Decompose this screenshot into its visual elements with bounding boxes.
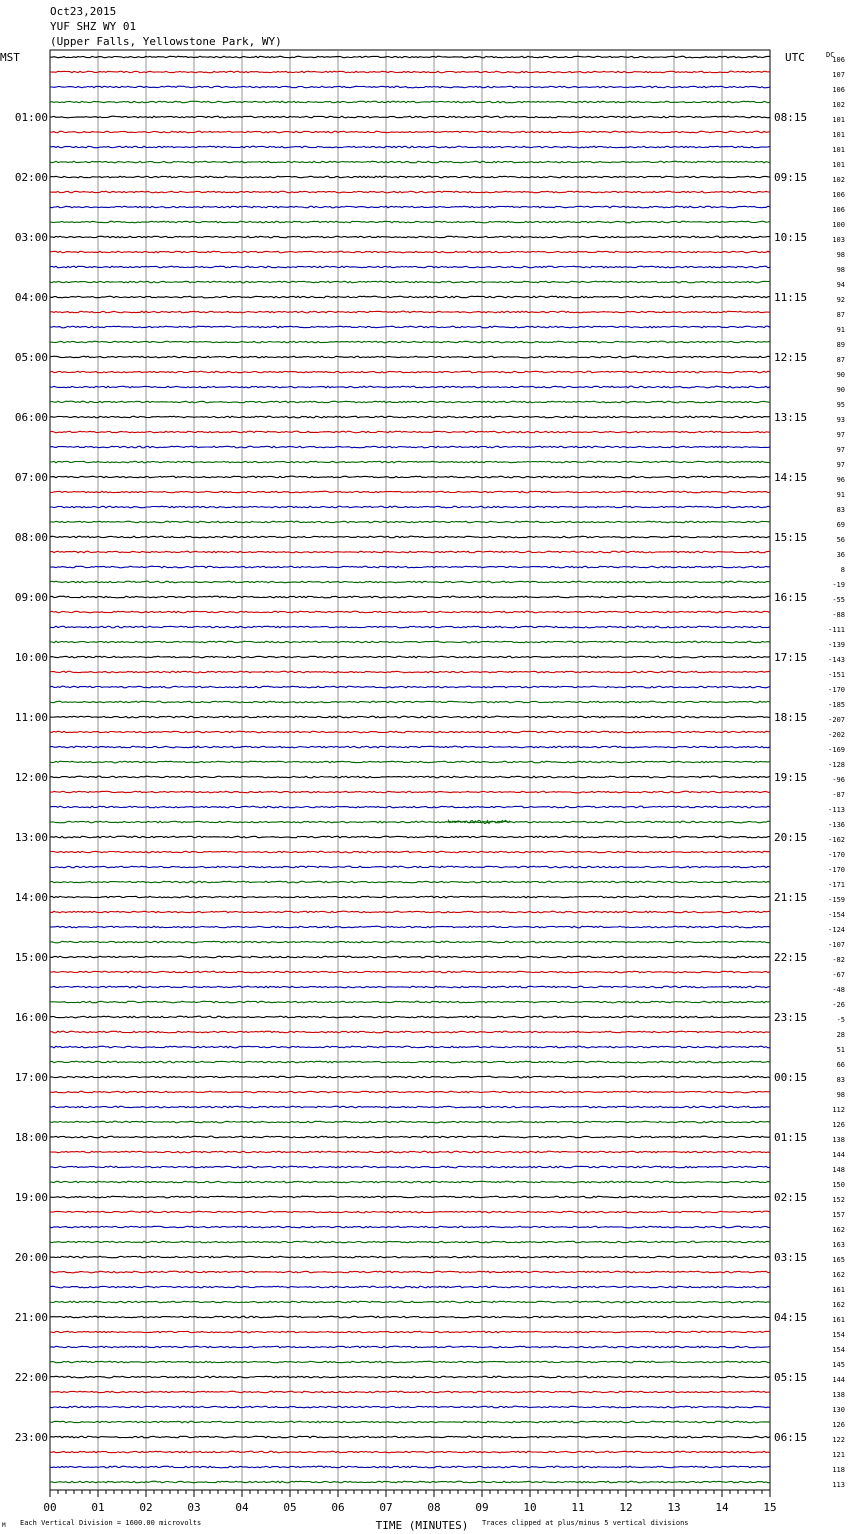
dc-offset-label: 98 <box>836 251 845 259</box>
dc-offset-label: 83 <box>836 506 845 514</box>
dc-offset-label: 101 <box>832 146 845 154</box>
trace-row <box>50 101 770 103</box>
trace-row <box>50 341 770 343</box>
trace-row <box>50 1361 770 1363</box>
trace-row <box>50 896 770 898</box>
trace-row <box>50 731 770 733</box>
trace-row <box>50 116 770 118</box>
dc-offset-label: 106 <box>832 56 845 64</box>
trace-row <box>50 1181 770 1183</box>
dc-offset-label: 69 <box>836 521 845 529</box>
hour-label-left: 12:00 <box>14 771 48 784</box>
dc-offset-label: -87 <box>832 791 845 799</box>
hour-label-left: 17:00 <box>14 1071 48 1084</box>
trace-row <box>50 1316 770 1318</box>
dc-offset-label: 90 <box>836 386 845 394</box>
dc-offset-label: 28 <box>836 1031 845 1039</box>
hour-label-right: 22:15 <box>774 951 808 964</box>
trace-row <box>50 1241 770 1243</box>
dc-offset-label: 101 <box>832 116 845 124</box>
dc-offset-label: 106 <box>832 206 845 214</box>
dc-offset-label: 87 <box>836 356 845 364</box>
dc-offset-label: -170 <box>828 686 845 694</box>
trace-row <box>50 1166 770 1168</box>
hour-label-right: 06:15 <box>774 1431 808 1444</box>
trace-row <box>50 1451 770 1453</box>
dc-offset-label: 91 <box>836 326 845 334</box>
hour-label-left: 23:00 <box>14 1431 48 1444</box>
hour-label-left: 18:00 <box>14 1131 48 1144</box>
trace-row <box>50 971 770 973</box>
trace-row <box>50 1331 770 1333</box>
hour-label-right: 13:15 <box>774 411 808 424</box>
hour-label-right: 19:15 <box>774 771 808 784</box>
dc-offset-label: 113 <box>832 1481 845 1489</box>
dc-offset-label: -26 <box>832 1001 845 1009</box>
trace-row <box>50 1256 770 1258</box>
trace-row <box>50 1091 770 1093</box>
trace-row <box>50 356 770 358</box>
trace-row <box>50 1301 770 1303</box>
trace-row <box>50 146 770 148</box>
trace-row <box>50 776 770 778</box>
dc-offset-label: -55 <box>832 596 845 604</box>
trace-row <box>50 191 770 193</box>
dc-offset-label: 126 <box>832 1121 845 1129</box>
dc-offset-label: -171 <box>828 881 845 889</box>
hour-label-left: 04:00 <box>14 291 48 304</box>
trace-row <box>50 176 770 178</box>
dc-offset-label: -139 <box>828 641 845 649</box>
dc-offset-label: -169 <box>828 746 845 754</box>
trace-row <box>50 536 770 538</box>
trace-row <box>50 1016 770 1018</box>
trace-row <box>50 1031 770 1033</box>
dc-offset-label: 144 <box>832 1376 845 1384</box>
dc-offset-label: 163 <box>832 1241 845 1249</box>
dc-offset-label: 162 <box>832 1271 845 1279</box>
x-tick-label: 14 <box>715 1501 729 1514</box>
trace-row <box>50 1106 770 1108</box>
trace-row <box>50 461 770 463</box>
hour-label-left: 13:00 <box>14 831 48 844</box>
trace-row <box>50 416 770 418</box>
x-tick-label: 09 <box>475 1501 489 1514</box>
footer-clip-note: Traces clipped at plus/minus 5 vertical divisions <box>482 1519 689 1527</box>
trace-row <box>50 521 770 523</box>
hour-label-right: 16:15 <box>774 591 808 604</box>
hour-label-left: 09:00 <box>14 591 48 604</box>
dc-offset-label: 83 <box>836 1076 845 1084</box>
trace-row <box>50 71 770 73</box>
hour-label-left: 03:00 <box>14 231 48 244</box>
trace-row <box>50 371 770 373</box>
trace-row <box>50 1211 770 1213</box>
dc-offset-label: 148 <box>832 1166 845 1174</box>
x-tick-label: 07 <box>379 1501 393 1514</box>
trace-row <box>50 656 770 658</box>
hour-label-left: 22:00 <box>14 1371 48 1384</box>
dc-offset-label: -124 <box>828 926 845 934</box>
dc-offset-label: -107 <box>828 941 845 949</box>
trace-row <box>50 1436 770 1438</box>
dc-offset-label: 98 <box>836 1091 845 1099</box>
hour-label-right: 03:15 <box>774 1251 808 1264</box>
hour-label-right: 12:15 <box>774 351 808 364</box>
trace-row <box>50 626 770 628</box>
x-tick-label: 06 <box>331 1501 345 1514</box>
trace-row <box>50 671 770 673</box>
hour-label-left: 16:00 <box>14 1011 48 1024</box>
trace-row <box>50 581 770 583</box>
trace-row <box>50 1151 770 1153</box>
x-tick-label: 15 <box>763 1501 777 1514</box>
dc-offset-label: 94 <box>836 281 845 289</box>
dc-offset-label: -143 <box>828 656 845 664</box>
hour-label-right: 01:15 <box>774 1131 808 1144</box>
trace-row <box>50 251 770 253</box>
trace-row <box>50 506 770 508</box>
footer-mark: M <box>2 1522 6 1529</box>
dc-offset-label: 89 <box>836 341 845 349</box>
trace-row <box>50 131 770 133</box>
hour-label-left: 20:00 <box>14 1251 48 1264</box>
trace-row <box>50 281 770 283</box>
dc-offset-label: 87 <box>836 311 845 319</box>
dc-offset-label: -111 <box>828 626 845 634</box>
x-tick-label: 04 <box>235 1501 249 1514</box>
dc-offset-label: 107 <box>832 71 845 79</box>
x-tick-label: 11 <box>571 1501 585 1514</box>
trace-row <box>50 761 770 763</box>
dc-offset-label: 106 <box>832 86 845 94</box>
x-tick-label: 08 <box>427 1501 441 1514</box>
dc-offset-label: -202 <box>828 731 845 739</box>
dc-offset-label: 96 <box>836 476 845 484</box>
trace-row <box>50 791 770 793</box>
trace-row <box>50 866 770 868</box>
dc-offset-label: 102 <box>832 101 845 109</box>
trace-row <box>50 611 770 613</box>
dc-offset-label: 66 <box>836 1061 845 1069</box>
hour-label-left: 08:00 <box>14 531 48 544</box>
dc-offset-label: 36 <box>836 551 845 559</box>
footer-scale-note: Each Vertical Division = 1600.00 microvolts <box>20 1519 202 1527</box>
dc-offset-label: 152 <box>832 1196 845 1204</box>
hour-label-right: 08:15 <box>774 111 808 124</box>
trace-row <box>50 911 770 913</box>
trace-row <box>50 836 770 838</box>
chart-location: (Upper Falls, Yellowstone Park, WY) <box>50 35 282 48</box>
dc-offset-label: 92 <box>836 296 845 304</box>
dc-offset-label: 154 <box>832 1331 845 1339</box>
dc-offset-label: 102 <box>832 176 845 184</box>
dc-offset-label: 101 <box>832 161 845 169</box>
trace-row <box>50 221 770 223</box>
hour-label-right: 04:15 <box>774 1311 808 1324</box>
hour-label-left: 15:00 <box>14 951 48 964</box>
trace-row <box>50 326 770 328</box>
trace-row <box>50 1136 770 1138</box>
left-timezone-label: MST <box>0 51 20 64</box>
trace-row <box>50 311 770 313</box>
dc-offset-label: 145 <box>832 1361 845 1369</box>
hour-label-right: 09:15 <box>774 171 808 184</box>
dc-offset-label: 8 <box>840 566 845 574</box>
dc-offset-label: 97 <box>836 446 845 454</box>
dc-offset-label: -154 <box>828 911 845 919</box>
trace-row <box>50 926 770 928</box>
trace-row <box>50 1076 770 1078</box>
trace-row <box>50 1061 770 1063</box>
dc-offset-label: 56 <box>836 536 845 544</box>
trace-row <box>50 1376 770 1378</box>
dc-offset-label: 100 <box>832 221 845 229</box>
trace-row <box>50 941 770 943</box>
dc-offset-label: 144 <box>832 1151 845 1159</box>
dc-offset-label: 97 <box>836 461 845 469</box>
hour-label-left: 05:00 <box>14 351 48 364</box>
dc-offset-label: 118 <box>832 1466 845 1474</box>
trace-row <box>50 806 770 808</box>
hour-label-left: 07:00 <box>14 471 48 484</box>
x-tick-label: 12 <box>619 1501 633 1514</box>
trace-row <box>50 1391 770 1393</box>
trace-row <box>50 1286 770 1288</box>
x-tick-label: 00 <box>43 1501 57 1514</box>
dc-offset-label: 121 <box>832 1451 845 1459</box>
trace-row <box>50 491 770 493</box>
dc-offset-label: 162 <box>832 1301 845 1309</box>
hour-label-right: 00:15 <box>774 1071 808 1084</box>
trace-row <box>50 1421 770 1423</box>
x-tick-label: 10 <box>523 1501 537 1514</box>
trace-row <box>50 881 770 883</box>
x-tick-label: 03 <box>187 1501 201 1514</box>
dc-offset-label: 161 <box>832 1286 845 1294</box>
trace-row <box>50 1196 770 1198</box>
hour-label-right: 21:15 <box>774 891 808 904</box>
trace-row <box>50 1046 770 1048</box>
dc-offset-label: -82 <box>832 956 845 964</box>
hour-label-left: 10:00 <box>14 651 48 664</box>
hour-label-right: 10:15 <box>774 231 808 244</box>
trace-row <box>50 1466 770 1468</box>
trace-row <box>50 206 770 208</box>
trace-row <box>50 716 770 718</box>
hour-label-right: 23:15 <box>774 1011 808 1024</box>
dc-offset-label: 90 <box>836 371 845 379</box>
trace-row <box>50 1406 770 1408</box>
x-tick-label: 02 <box>139 1501 153 1514</box>
dc-offset-label: 112 <box>832 1106 845 1114</box>
dc-offset-label: 95 <box>836 401 845 409</box>
dc-offset-label: 130 <box>832 1406 845 1414</box>
dc-offset-label: 154 <box>832 1346 845 1354</box>
trace-row <box>50 431 770 433</box>
hour-label-right: 05:15 <box>774 1371 808 1384</box>
hour-label-right: 17:15 <box>774 651 808 664</box>
hour-label-left: 02:00 <box>14 171 48 184</box>
trace-row <box>50 386 770 388</box>
plot-frame <box>50 50 770 1490</box>
dc-offset-label: 101 <box>832 131 845 139</box>
trace-row <box>50 86 770 88</box>
trace-row <box>50 746 770 748</box>
trace-row <box>50 986 770 988</box>
trace-row <box>50 1346 770 1348</box>
dc-offset-label: -96 <box>832 776 845 784</box>
dc-offset-label: 157 <box>832 1211 845 1219</box>
dc-offset-label: -19 <box>832 581 845 589</box>
dc-offset-label: 51 <box>836 1046 845 1054</box>
right-timezone-label: UTC <box>785 51 805 64</box>
trace-row <box>50 821 770 823</box>
dc-offset-label: 106 <box>832 191 845 199</box>
trace-row <box>50 1001 770 1003</box>
hour-label-left: 06:00 <box>14 411 48 424</box>
hour-label-left: 19:00 <box>14 1191 48 1204</box>
trace-row <box>50 1121 770 1123</box>
dc-offset-label: 162 <box>832 1226 845 1234</box>
dc-offset-label: 98 <box>836 266 845 274</box>
dc-offset-label: -128 <box>828 761 845 769</box>
dc-offset-label: 150 <box>832 1181 845 1189</box>
dc-offset-label: 138 <box>832 1391 845 1399</box>
dc-offset-label: -170 <box>828 866 845 874</box>
trace-row <box>50 56 770 58</box>
hour-label-left: 01:00 <box>14 111 48 124</box>
dc-offset-label: -185 <box>828 701 845 709</box>
dc-offset-label: -136 <box>828 821 845 829</box>
hour-label-right: 02:15 <box>774 1191 808 1204</box>
hour-label-right: 15:15 <box>774 531 808 544</box>
dc-offset-label: -113 <box>828 806 845 814</box>
x-tick-label: 13 <box>667 1501 681 1514</box>
dc-offset-label: -159 <box>828 896 845 904</box>
hour-label-left: 11:00 <box>14 711 48 724</box>
hour-label-left: 21:00 <box>14 1311 48 1324</box>
x-axis-label: TIME (MINUTES) <box>375 1519 469 1532</box>
trace-row <box>50 1481 770 1483</box>
dc-offset-label: 138 <box>832 1136 845 1144</box>
trace-row <box>50 161 770 163</box>
trace-row <box>50 701 770 703</box>
dc-offset-label: -162 <box>828 836 845 844</box>
dc-offset-label: -151 <box>828 671 845 679</box>
dc-offset-label: 165 <box>832 1256 845 1264</box>
trace-row <box>50 476 770 478</box>
dc-offset-label: 161 <box>832 1316 845 1324</box>
trace-row <box>50 1226 770 1228</box>
trace-row <box>50 401 770 403</box>
trace-row <box>50 236 770 238</box>
dc-offset-label: 93 <box>836 416 845 424</box>
trace-row <box>50 296 770 298</box>
dc-offset-label: -170 <box>828 851 845 859</box>
trace-row <box>50 596 770 598</box>
trace-row <box>50 956 770 958</box>
hour-label-right: 18:15 <box>774 711 808 724</box>
dc-offset-label: 91 <box>836 491 845 499</box>
trace-row <box>50 1271 770 1273</box>
trace-row <box>50 641 770 643</box>
dc-offset-label: 126 <box>832 1421 845 1429</box>
trace-row <box>50 851 770 853</box>
chart-station: YUF SHZ WY 01 <box>50 20 137 33</box>
dc-offset-label: -67 <box>832 971 845 979</box>
trace-row <box>50 566 770 568</box>
chart-date: Oct23,2015 <box>50 5 117 18</box>
dc-offset-label: -207 <box>828 716 845 724</box>
trace-row <box>50 551 770 553</box>
trace-row <box>50 686 770 688</box>
hour-label-right: 14:15 <box>774 471 808 484</box>
trace-row <box>50 266 770 268</box>
dc-label: DC <box>826 51 835 59</box>
dc-offset-label: 103 <box>832 236 845 244</box>
dc-offset-label: 122 <box>832 1436 845 1444</box>
dc-offset-label: -88 <box>832 611 845 619</box>
x-tick-label: 05 <box>283 1501 297 1514</box>
hour-label-right: 20:15 <box>774 831 808 844</box>
dc-offset-label: 97 <box>836 431 845 439</box>
hour-label-right: 11:15 <box>774 291 808 304</box>
hour-label-left: 14:00 <box>14 891 48 904</box>
x-tick-label: 01 <box>91 1501 105 1514</box>
trace-row <box>50 446 770 448</box>
dc-offset-label: -5 <box>836 1016 845 1024</box>
dc-offset-label: -48 <box>832 986 845 994</box>
